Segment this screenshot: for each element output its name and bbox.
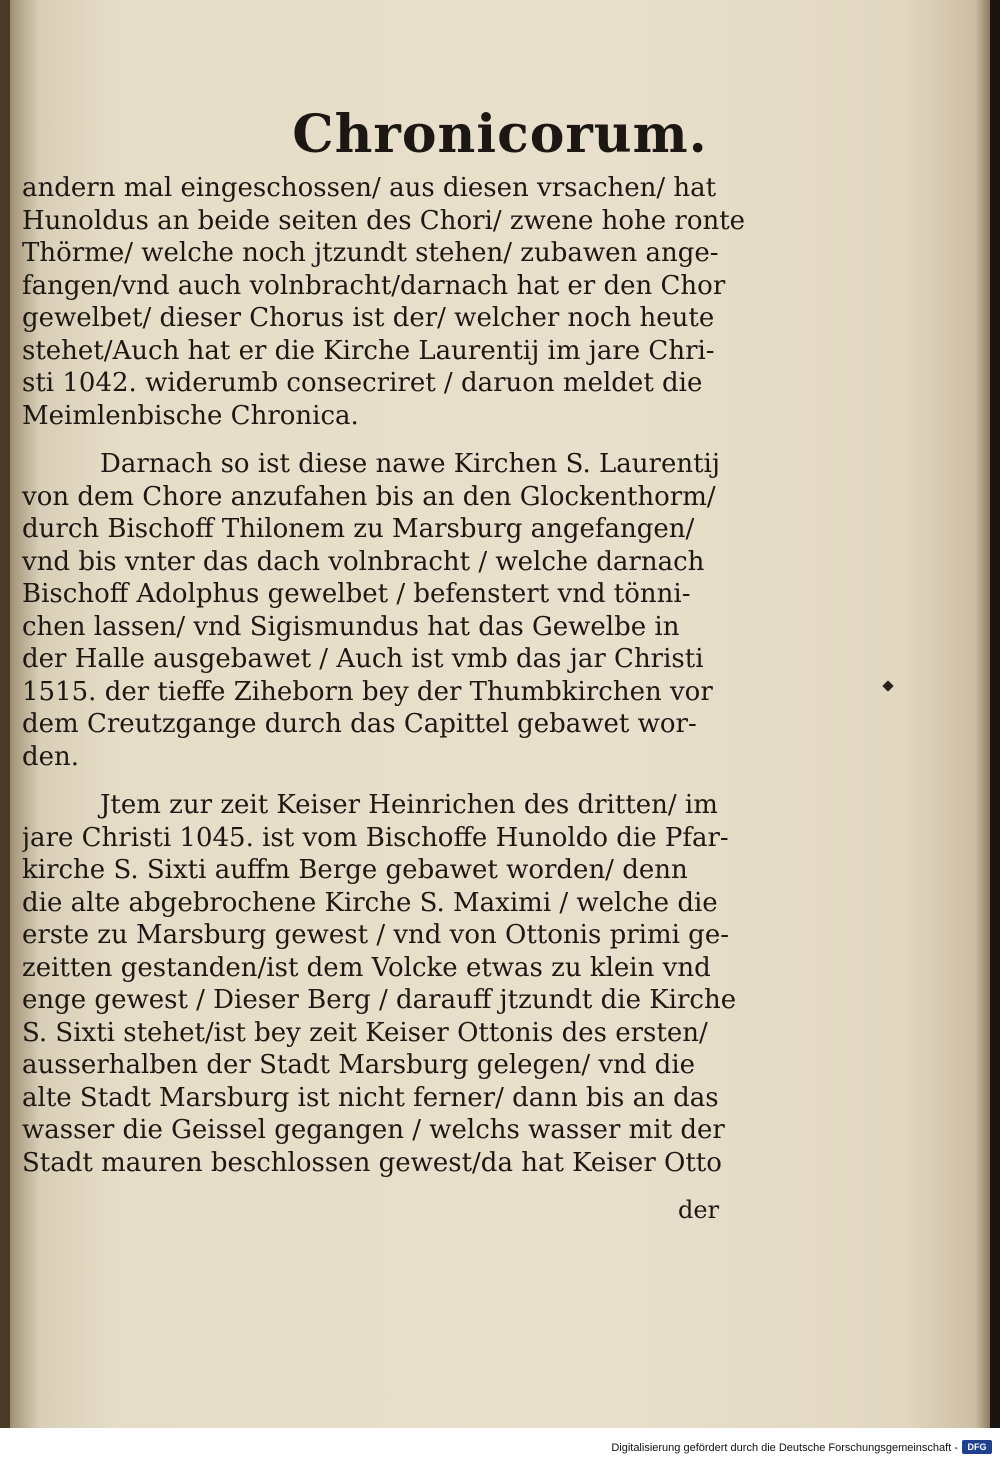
body-text [22,172,762,1179]
text-line: stehet/Auch hat er die Kirche Laurentij im jare Chri- [22,335,715,366]
text-line: zeitten gestanden/ist dem Volcke etwas zu klein vnd [22,952,711,983]
text-line: der Halle ausgebawet / Auch ist vmb das jar Christi [22,644,704,674]
text-line: Stadt mauren beschlossen gewest/da hat Keiser Otto [22,1147,722,1178]
text-line: Darnach so ist diese nawe Kirchen S. Laurentij [100,449,720,479]
text-line: Hunoldus an beide seiten des Chori/ zwene hohe ronte [22,205,746,236]
text-line: fangen/vnd auch volnbracht/darnach hat er den Chor [22,270,726,301]
running-header: Chronicorum. [292,104,708,165]
text-line: Jtem zur zeit Keiser Heinrichen des dritten/ im [100,790,718,820]
text-line: ausserhalben der Stadt Marsburg gelegen/ vnd die [22,1050,696,1080]
text-line: von dem Chore anzufahen bis an den Glockenthorm/ [22,481,716,512]
text-line: gewelbet/ dieser Chorus ist der/ welcher noch heute [22,303,715,333]
paragraph-3 [22,789,762,1179]
text-line: erste zu Marsburg gewest / vnd von Ottonis primi ge- [22,920,730,950]
text-line: 1515. der tieffe Ziheborn bey der Thumbkirchen vor [22,676,713,707]
text-line: den. [22,741,80,772]
text-line: Meimlenbische Chronica. [22,400,359,431]
text-line: Bischoff Adolphus gewelbet / befenstert vnd tönni- [22,579,691,609]
text-line: jare Christi 1045. ist vom Bischoffe Hunoldo die Pfar- [22,822,729,853]
text-line: enge gewest / Dieser Berg / darauff jtzundt die Kirche [22,985,737,1015]
text-line: vnd bis vnter das dach volnbracht / welche darnach [22,546,705,577]
funding-credit: Digitalisierung gefördert durch die Deutsche Forschungsgemeinschaft - [611,1442,958,1454]
page-binding-edge [0,0,10,1428]
text-line: alte Stadt Marsburg ist nicht ferner/ dann bis an das [22,1082,719,1113]
text-line: wasser die Geissel gegangen / welchs wasser mit der [22,1115,725,1145]
text-line: die alte abgebrochene Kirche S. Maximi / welche die [22,887,718,918]
text-line: dem Creutzgange durch das Capittel gebawet wor- [22,709,697,739]
text-line: andern mal eingeschossen/ aus diesen vrsachen/ hat [22,173,717,203]
paragraph-2 [22,448,762,773]
dfg-logo-icon: DFG [962,1440,992,1454]
catchword: der [678,1196,720,1224]
text-line: S. Sixti stehet/ist bey zeit Keiser Ottonis des ersten/ [22,1017,708,1048]
text-line: chen lassen/ vnd Sigismundus hat das Gewelbe in [22,611,680,642]
text-line: sti 1042. widerumb consecriret / daruon meldet die [22,368,703,398]
text-line: Thörme/ welche noch jtzundt stehen/ zubawen ange- [22,238,719,268]
text-line: kirche S. Sixti auffm Berge gebawet worden/ denn [22,855,688,885]
paragraph-1 [22,172,762,432]
text-line: durch Bischoff Thilonem zu Marsburg angefangen/ [22,514,695,544]
